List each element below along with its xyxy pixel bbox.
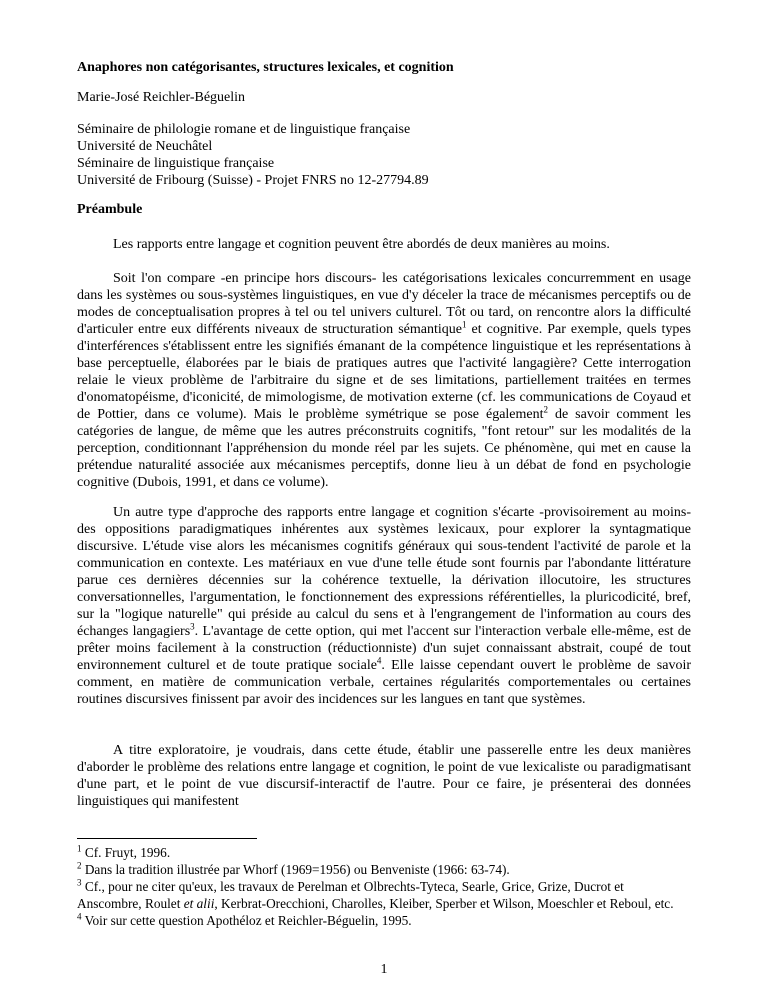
affiliation-line: Université de Neuchâtel [77,139,213,154]
footnote-3 [77,878,691,912]
paragraph-text: Les rapports entre langage et cognition peuvent être abordés de deux manières au moins. [113,237,610,252]
footnote-number: 3 [77,877,82,888]
paragraph-text: Soit l'on compare -en principe hors discours- les catégorisations lexicales concurremment en usage dans les systèmes ou sous-systèmes linguistiques, en vue d'y déceler la trace de mécanismes perceptifs ou de modes de conceptualisation propres à tel ou tel univers culturel. Tôt ou tard, on rencontre alors la difficulté d'articuler entre eux différents niveaux de structuration sémantique [77,271,691,337]
paragraph-4 [77,742,691,810]
paragraph-text: de savoir comment les catégories de langue, de même que les autres préconstruits cognitifs, "font retour" sur les modalités de la perception, conditionnant l'appréhension du monde réel par les sujets. Ce phénomène, qui met en cause la prétendue naturalité associée aux mécanismes perceptifs, donne lieu à un débat de fond en psychologie cognitive (Dubois, 1991, et dans ce volume). [77,407,692,490]
section-heading: Préambule [77,202,143,217]
footnote-ref[interactable]: 3 [190,621,195,632]
footnote-divider [77,838,257,839]
paragraph-2 [77,270,691,491]
footnote-text: , Kerbrat-Orecchioni, Charolles, Kleiber, Sperber et Wilson, Moeschler et Reboul, etc. [214,896,674,911]
affiliations [77,122,429,190]
footnote-number: 1 [77,843,82,854]
footnote-ref[interactable]: 1 [461,319,467,330]
paragraph-3 [77,504,691,708]
footnote-ref[interactable]: 4 [376,655,382,666]
footnote-text: Cf., pour ne citer qu'eux, les travaux de Perelman et Olbrechts-Tyteca, Searle, Grice, Grize, Ducrot et Anscombre, Roulet [77,879,624,911]
footnote-text: Cf. Fruyt, 1996. [81,845,171,860]
document-title: Anaphores non catégorisantes, structures lexicales, et cognition [77,60,454,75]
footnote-text: Dans la tradition illustrée par Whorf (1969=1956) ou Benveniste (1966: 63-74). [81,862,510,877]
footnote-4 [77,912,691,929]
affiliation-line: Université de Fribourg (Suisse) - Projet FNRS no 12-27794.89 [77,173,429,188]
paragraph-text: Un autre type d'approche des rapports entre langage et cognition s'écarte -provisoirement au moins- des oppositions paradigmatiques inhérentes aux systèmes lexicaux, pour explorer la syntagmatique discursive. L'étude vise alors les mécanismes cognitifs généraux qui sous-tendent l'activité de parole et la communication en contexte. Les matériaux en vue d'une telle étude sont fournis par l'abondante littérature parue ces dernières décennies sur la cohérence textuelle, la dérivation illocutoire, les structures conversationnelles, l'argumentation, le fonctionnement des expressions référentielles, la pluricodicité, bref, sur la "logique naturelle" qui préside au calcul du sens et à l'engrangement de l'information au cours des échanges langagiers [77,505,691,639]
paragraph-text: A titre exploratoire, je voudrais, dans cette étude, établir une passerelle entre les deux manières d'aborder le problème des relations entre langage et cognition, le point de vue lexicaliste ou paradigmatisant d'une part, et le point de vue discursif-interactif de l'autre. Pour ce faire, je présenterai des données linguistiques qui manifestent [77,743,691,809]
paragraph-text: . L'avantage de cette option, qui met l'accent sur l'interaction verbale elle-même, est de prêter moins facilement à la construction (réductionniste) d'un sujet connaissant abstrait, coupé de tout environnement culturel et de toute pratique sociale [77,624,691,673]
footnote-text: Voir sur cette question Apothéloz et Reichler-Béguelin, 1995. [81,913,412,928]
author-name: Marie-José Reichler-Béguelin [77,90,246,105]
footnote-number: 4 [77,911,82,922]
page-number: 1 [380,962,388,977]
footnotes [77,844,691,929]
paragraph-text: . Elle laisse cependant ouvert le problème de savoir comment, en matière de communication verbale, certaines régularités comportementales ou certaines routines discursives finissent par avoir des incidences sur les langues en tant que systèmes. [77,658,691,707]
footnote-1 [77,844,691,861]
affiliation-line: Séminaire de philologie romane et de linguistique française [77,122,411,137]
footnote-2 [77,861,691,878]
footnote-ref[interactable]: 2 [543,404,549,415]
footnote-number: 2 [77,860,82,871]
paragraph-1 [77,236,691,253]
footnote-italic: et alii [183,896,215,911]
affiliation-line: Séminaire de linguistique française [77,156,275,171]
paragraph-text: et cognitive. Par exemple, quels types d'interférences s'établissent entre les signifiés émanant de la compétence linguistique et les représentations à base perceptuelle, élaborées par le biais de pratiques autres que l'activité langagière? Cette interrogation relaie le vieux problème de l'arbitraire du signe et de ses limitations, partiellement traitées en termes d'onomatopéisme, d'iconicité, de mimologisme, de motivation externe (cf. les communications de Coyaud et de Pottier, dans ce volume). Mais le problème symétrique se pose également [77,322,691,422]
